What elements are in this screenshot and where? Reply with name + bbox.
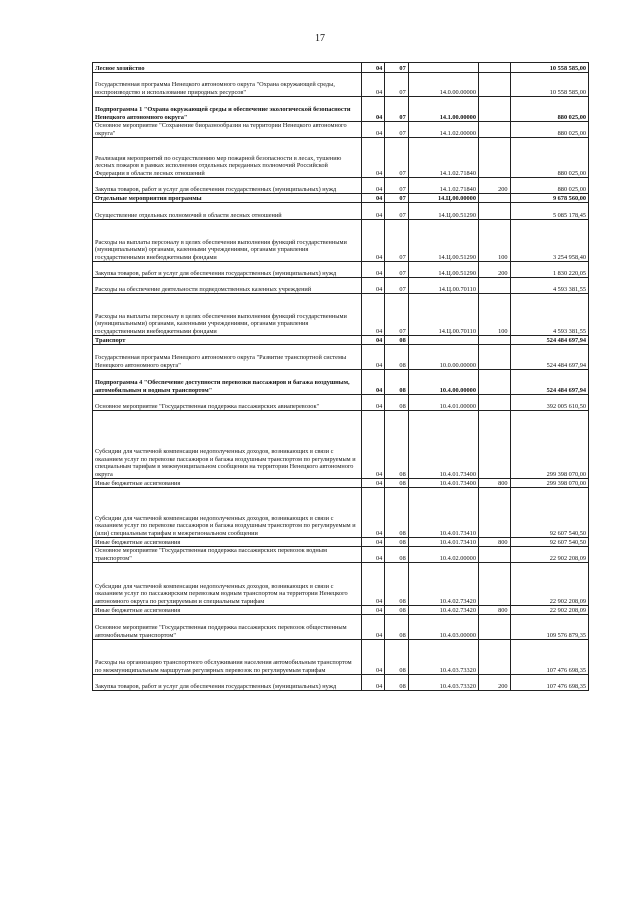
row-subsection-cell: 07 — [385, 97, 408, 122]
row-expense-type-cell: 800 — [478, 479, 510, 488]
row-amount-cell: 22 902 208,09 — [510, 547, 588, 563]
table-row — [93, 411, 589, 479]
row-expense-type-cell — [478, 278, 510, 294]
row-amount-cell: 4 593 381,55 — [510, 278, 588, 294]
table-row — [93, 563, 589, 606]
row-expense-type-cell: 200 — [478, 262, 510, 278]
row-amount-cell: 524 484 697,94 — [510, 336, 588, 345]
row-expense-type-cell: 100 — [478, 294, 510, 336]
row-expense-type-cell: 800 — [478, 606, 510, 615]
row-target-code-cell: 14.1.02.00000 — [408, 122, 478, 138]
row-section-cell: 04 — [361, 63, 384, 73]
row-target-code-cell: 10.4.01.73410 — [408, 488, 478, 538]
table-row — [93, 73, 589, 97]
row-target-code-cell: 14.Ц.00.51290 — [408, 262, 478, 278]
row-section-cell: 04 — [361, 370, 384, 395]
table-row — [93, 194, 589, 203]
table-row — [93, 97, 589, 122]
table-row — [93, 606, 589, 615]
row-name-cell: Отдельные мероприятия программы — [93, 194, 362, 203]
row-amount-cell: 22 902 208,09 — [510, 563, 588, 606]
row-target-code-cell: 10.4.00.00000 — [408, 370, 478, 395]
table-row — [93, 122, 589, 138]
row-name-cell: Государственная программа Ненецкого автономного округа "Развитие транспортной системы Ненецкого автономного округа" — [93, 345, 362, 370]
row-section-cell: 04 — [361, 479, 384, 488]
row-expense-type-cell: 100 — [478, 220, 510, 262]
row-amount-cell: 109 576 879,35 — [510, 615, 588, 640]
table-row — [93, 63, 589, 73]
row-target-code-cell: 10.4.01.00000 — [408, 395, 478, 411]
row-target-code-cell: 14.Ц.00.00000 — [408, 194, 478, 203]
row-target-code-cell: 14.Ц.00.70110 — [408, 278, 478, 294]
row-name-cell: Расходы на выплаты персоналу в целях обеспечения выполнения функций государственными (муниципальными) органами, казенными учреждениями, органами управления государственными внебюджетными фондами — [93, 294, 362, 336]
table-row — [93, 220, 589, 262]
row-subsection-cell: 08 — [385, 395, 408, 411]
row-expense-type-cell — [478, 97, 510, 122]
row-target-code-cell: 10.4.02.00000 — [408, 547, 478, 563]
row-section-cell: 04 — [361, 278, 384, 294]
row-expense-type-cell — [478, 73, 510, 97]
page-number: 17 — [315, 33, 325, 44]
row-expense-type-cell: 200 — [478, 178, 510, 194]
row-target-code-cell: 10.4.02.73420 — [408, 606, 478, 615]
row-expense-type-cell — [478, 411, 510, 479]
row-subsection-cell: 08 — [385, 488, 408, 538]
row-target-code-cell: 10.4.03.73320 — [408, 675, 478, 691]
budget-table-body — [93, 63, 589, 691]
row-expense-type-cell — [478, 194, 510, 203]
row-expense-type-cell — [478, 63, 510, 73]
row-name-cell: Подпрограмма 4 "Обеспечение доступности перевозки пассажиров и багажа воздушным, автомобильным и водным транспортом" — [93, 370, 362, 395]
row-target-code-cell: 14.1.00.00000 — [408, 97, 478, 122]
table-row — [93, 675, 589, 691]
row-section-cell: 04 — [361, 138, 384, 178]
row-section-cell: 04 — [361, 294, 384, 336]
row-name-cell: Государственная программа Ненецкого автономного округа "Охрана окружающей среды, воспроизводство и использование природных ресурсов" — [93, 73, 362, 97]
row-subsection-cell: 07 — [385, 294, 408, 336]
row-name-cell: Иные бюджетные ассигнования — [93, 606, 362, 615]
row-section-cell: 04 — [361, 411, 384, 479]
row-subsection-cell: 07 — [385, 262, 408, 278]
row-target-code-cell: 10.4.01.73410 — [408, 538, 478, 547]
row-expense-type-cell — [478, 547, 510, 563]
row-name-cell: Реализация мероприятий по осуществлению мер пожарной безопасности в лесах, тушению лесных пожаров в рамках исполнения отдельных переданных полномочий Российской Федерации в области лесных отношений — [93, 138, 362, 178]
row-subsection-cell: 08 — [385, 640, 408, 675]
row-amount-cell: 10 558 585,00 — [510, 73, 588, 97]
row-name-cell: Субсидии для частичной компенсации недополученных доходов, возникающих в связи с оказанием услуг по перевозке пассажиров и багажа воздушным транспортом по регулируемым и специальным тарифам в межмуниципальном сообщении на территории Ненецкого автономного округа — [93, 411, 362, 479]
row-name-cell: Закупка товаров, работ и услуг для обеспечения государственных (муниципальных) нужд — [93, 178, 362, 194]
row-section-cell: 04 — [361, 606, 384, 615]
row-expense-type-cell — [478, 563, 510, 606]
table-row — [93, 488, 589, 538]
row-target-code-cell: 10.4.02.73420 — [408, 563, 478, 606]
row-amount-cell: 880 025,00 — [510, 138, 588, 178]
row-amount-cell: 107 476 698,35 — [510, 675, 588, 691]
row-subsection-cell: 08 — [385, 345, 408, 370]
row-section-cell: 04 — [361, 122, 384, 138]
row-amount-cell: 880 025,00 — [510, 122, 588, 138]
table-row — [93, 640, 589, 675]
row-amount-cell: 92 607 540,50 — [510, 538, 588, 547]
row-subsection-cell: 07 — [385, 73, 408, 97]
row-subsection-cell: 08 — [385, 547, 408, 563]
row-section-cell: 04 — [361, 538, 384, 547]
table-row — [93, 479, 589, 488]
row-target-code-cell: 10.4.01.73400 — [408, 479, 478, 488]
row-target-code-cell: 10.0.00.00000 — [408, 345, 478, 370]
row-name-cell: Иные бюджетные ассигнования — [93, 479, 362, 488]
row-name-cell: Основное мероприятие "Государственная поддержка пассажирских перевозок водным транспортом" — [93, 547, 362, 563]
row-section-cell: 04 — [361, 336, 384, 345]
row-expense-type-cell: 200 — [478, 675, 510, 691]
budget-table — [92, 62, 589, 691]
row-section-cell: 04 — [361, 563, 384, 606]
row-subsection-cell: 07 — [385, 178, 408, 194]
row-subsection-cell: 08 — [385, 538, 408, 547]
row-section-cell: 04 — [361, 73, 384, 97]
row-section-cell: 04 — [361, 488, 384, 538]
row-target-code-cell — [408, 63, 478, 73]
row-subsection-cell: 07 — [385, 138, 408, 178]
row-name-cell: Субсидии для частичной компенсации недополученных доходов, возникающих в связи с оказанием услуг по перевозке пассажиров и багажа воздушным транспортом по регулируемым и (или) специальным тарифам в межрегиональном сообщении — [93, 488, 362, 538]
row-target-code-cell: 14.0.00.00000 — [408, 73, 478, 97]
row-amount-cell: 880 025,00 — [510, 97, 588, 122]
table-row — [93, 294, 589, 336]
row-expense-type-cell — [478, 395, 510, 411]
row-section-cell: 04 — [361, 675, 384, 691]
row-subsection-cell: 08 — [385, 606, 408, 615]
row-amount-cell: 22 902 208,09 — [510, 606, 588, 615]
row-subsection-cell: 08 — [385, 411, 408, 479]
row-section-cell: 04 — [361, 345, 384, 370]
row-section-cell: 04 — [361, 615, 384, 640]
row-subsection-cell: 08 — [385, 370, 408, 395]
row-expense-type-cell — [478, 615, 510, 640]
row-amount-cell: 10 558 585,00 — [510, 63, 588, 73]
table-row — [93, 138, 589, 178]
row-subsection-cell: 08 — [385, 336, 408, 345]
row-name-cell: Лесное хозяйство — [93, 63, 362, 73]
table-row — [93, 345, 589, 370]
row-target-code-cell: 10.4.03.73320 — [408, 640, 478, 675]
row-amount-cell: 5 085 178,45 — [510, 203, 588, 220]
table-row — [93, 547, 589, 563]
row-subsection-cell: 08 — [385, 675, 408, 691]
row-expense-type-cell — [478, 345, 510, 370]
row-target-code-cell: 10.4.01.73400 — [408, 411, 478, 479]
row-section-cell: 04 — [361, 194, 384, 203]
table-row — [93, 370, 589, 395]
table-row — [93, 203, 589, 220]
row-name-cell: Транспорт — [93, 336, 362, 345]
row-expense-type-cell — [478, 122, 510, 138]
row-amount-cell: 524 484 697,94 — [510, 370, 588, 395]
row-subsection-cell: 08 — [385, 563, 408, 606]
row-subsection-cell: 08 — [385, 615, 408, 640]
row-expense-type-cell — [478, 336, 510, 345]
row-target-code-cell: 14.Ц.00.51290 — [408, 220, 478, 262]
row-expense-type-cell: 800 — [478, 538, 510, 547]
row-amount-cell: 3 254 958,40 — [510, 220, 588, 262]
row-amount-cell: 299 398 070,00 — [510, 411, 588, 479]
row-target-code-cell: 14.Ц.00.70110 — [408, 294, 478, 336]
row-subsection-cell: 08 — [385, 479, 408, 488]
row-section-cell: 04 — [361, 262, 384, 278]
row-amount-cell: 299 398 070,00 — [510, 479, 588, 488]
row-name-cell: Подпрограмма 1 "Охрана окружающей среды и обеспечение экологической безопасности Ненецкого автономного округа" — [93, 97, 362, 122]
row-amount-cell: 9 678 560,00 — [510, 194, 588, 203]
row-name-cell: Расходы на организацию транспортного обслуживания населения автомобильным транспортом по межмуниципальным маршрутам регулярных перевозок по регулируемым тарифам — [93, 640, 362, 675]
row-amount-cell: 92 607 540,50 — [510, 488, 588, 538]
row-subsection-cell: 07 — [385, 194, 408, 203]
row-section-cell: 04 — [361, 395, 384, 411]
row-target-code-cell: 14.1.02.71840 — [408, 178, 478, 194]
row-amount-cell: 880 025,00 — [510, 178, 588, 194]
row-section-cell: 04 — [361, 640, 384, 675]
row-target-code-cell: 14.Ц.00.51290 — [408, 203, 478, 220]
table-row — [93, 278, 589, 294]
row-expense-type-cell — [478, 203, 510, 220]
row-amount-cell: 4 593 381,55 — [510, 294, 588, 336]
row-target-code-cell: 14.1.02.71840 — [408, 138, 478, 178]
row-expense-type-cell — [478, 370, 510, 395]
row-amount-cell: 392 005 610,50 — [510, 395, 588, 411]
row-name-cell: Основное мероприятие "Государственная поддержка пассажирских авиаперевозок" — [93, 395, 362, 411]
table-row — [93, 262, 589, 278]
row-amount-cell: 107 476 698,35 — [510, 640, 588, 675]
row-section-cell: 04 — [361, 203, 384, 220]
row-section-cell: 04 — [361, 178, 384, 194]
table-row — [93, 336, 589, 345]
row-amount-cell: 1 830 220,05 — [510, 262, 588, 278]
row-name-cell: Расходы на выплаты персоналу в целях обеспечения выполнения функций государственными (муниципальными) органами, казенными учреждениями, органами управления государственными внебюджетными фондами — [93, 220, 362, 262]
row-subsection-cell: 07 — [385, 63, 408, 73]
row-subsection-cell: 07 — [385, 220, 408, 262]
row-expense-type-cell — [478, 640, 510, 675]
row-subsection-cell: 07 — [385, 122, 408, 138]
row-section-cell: 04 — [361, 220, 384, 262]
row-subsection-cell: 07 — [385, 203, 408, 220]
row-name-cell: Закупка товаров, работ и услуг для обеспечения государственных (муниципальных) нужд — [93, 675, 362, 691]
row-name-cell: Основное мероприятие "Государственная поддержка пассажирских перевозок общественным автомобильным транспортом" — [93, 615, 362, 640]
row-target-code-cell: 10.4.03.00000 — [408, 615, 478, 640]
row-name-cell: Основное мероприятие "Сохранение биоразнообразия на территории Ненецкого автономного округа" — [93, 122, 362, 138]
row-section-cell: 04 — [361, 97, 384, 122]
table-row — [93, 178, 589, 194]
row-name-cell: Иные бюджетные ассигнования — [93, 538, 362, 547]
table-row — [93, 538, 589, 547]
row-name-cell: Расходы на обеспечение деятельности подведомственных казенных учреждений — [93, 278, 362, 294]
row-section-cell: 04 — [361, 547, 384, 563]
row-name-cell: Субсидии для частичной компенсации недополученных доходов, возникающих в связи с оказанием услуг по пассажирским перевозкам водным транспортом на территории Ненецкого автономного округа по регулируемым и специальным тарифам — [93, 563, 362, 606]
row-expense-type-cell — [478, 488, 510, 538]
row-name-cell: Осуществление отдельных полномочий в области лесных отношений — [93, 203, 362, 220]
row-expense-type-cell — [478, 138, 510, 178]
row-name-cell: Закупка товаров, работ и услуг для обеспечения государственных (муниципальных) нужд — [93, 262, 362, 278]
row-subsection-cell: 07 — [385, 278, 408, 294]
row-target-code-cell — [408, 336, 478, 345]
row-amount-cell: 524 484 697,94 — [510, 345, 588, 370]
table-row — [93, 615, 589, 640]
table-row — [93, 395, 589, 411]
